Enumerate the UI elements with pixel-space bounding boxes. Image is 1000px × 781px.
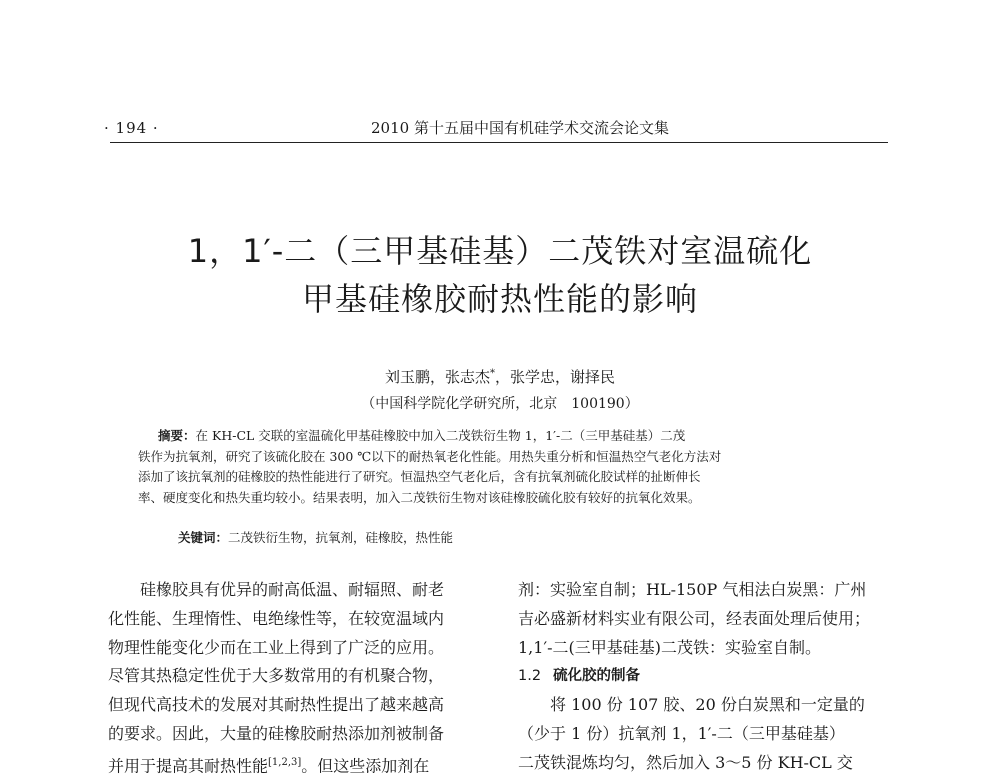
abstract-line: 摘要：在 KH-CL 交联的室温硫化甲基硅橡胶中加入二茂铁衍生物 1，1′-二（三甲基硅基）二茂 bbox=[158, 428, 686, 443]
body-right-column bbox=[518, 576, 893, 778]
abstract-line: 率、硬度变化和热失重均较小。结果表明，加入二茂铁衍生物对该硅橡胶硫化胶有较好的抗氧化效果。 bbox=[138, 489, 701, 505]
abstract bbox=[138, 426, 848, 508]
header-rule bbox=[110, 142, 888, 143]
affiliation: （中国科学院化学研究所，北京 100190） bbox=[361, 396, 639, 412]
corresponding-mark: * bbox=[490, 368, 495, 379]
keywords bbox=[178, 528, 453, 546]
body-line: 的要求。因此，大量的硅橡胶耐热添加剂被制备 bbox=[108, 723, 445, 743]
author-2: 张志杰 bbox=[444, 368, 490, 386]
body-left-column bbox=[108, 576, 498, 781]
body-line: 尽管其热稳定性优于大多数常用的有机聚合物， bbox=[108, 666, 445, 686]
body-line: 二茂铁混炼均匀，然后加入 3～5 份 KH-CL 交 bbox=[518, 752, 853, 772]
body-line: 硅橡胶具有优异的耐高低温、耐辐照、耐老 bbox=[140, 580, 445, 599]
body-line: 将 100 份 107 胶、20 份白炭黑和一定量的 bbox=[550, 695, 865, 715]
authors bbox=[100, 366, 900, 387]
paper-title-line-2: 甲基硅橡胶耐热性能的影响 bbox=[301, 280, 698, 318]
author-3-4: ，张学忠，谢择民 bbox=[495, 368, 616, 386]
body-line: 剂：实验室自制；HL-150P 气相法白炭黑：广州 bbox=[518, 580, 867, 599]
abstract-line: 添加了该抗氧剂的硅橡胶的热性能进行了研究。恒温热空气老化后，含有抗氧剂硫化胶试样的扯断伸长 bbox=[138, 469, 701, 484]
body-line: 但现代高技术的发展对其耐热性提出了越来越高 bbox=[108, 695, 445, 715]
body-line: 并用于提高其耐热性能[1,2,3]。但这些添加剂在 bbox=[108, 756, 430, 776]
body-line: 物理性能变化少而在工业上得到了广泛的应用。 bbox=[108, 637, 445, 657]
abstract-line: 铁作为抗氧剂，研究了该硫化胶在 300 ℃以下的耐热氧老化性能。用热失重分析和恒温热空气老化方法对 bbox=[138, 448, 722, 464]
keywords-label: 关键词： bbox=[178, 530, 229, 545]
body-line: 化性能、生理惰性、电绝缘性等，在较宽温域内 bbox=[108, 608, 445, 628]
section-number: 1.2 bbox=[518, 668, 542, 685]
page-number: · 194 · bbox=[104, 119, 159, 137]
author-1: 刘玉鹏， bbox=[384, 368, 445, 386]
paper-title-line-1: 1，1′-二（三甲基硅基）二茂铁对室温硫化 bbox=[187, 232, 813, 270]
body-line: 吉必盛新材料实业有限公司，经表面处理后使用； bbox=[518, 608, 871, 628]
body-line: 1,1′-二(三甲基硅基)二茂铁：实验室自制。 bbox=[518, 637, 821, 657]
body-line: （少于 1 份）抗氧剂 1，1′-二（三甲基硅基） bbox=[518, 723, 845, 743]
section-title: 硫化胶的制备 bbox=[553, 668, 641, 685]
running-title: 2010 第十五届中国有机硅学术交流会论文集 bbox=[371, 119, 669, 137]
citation-ref: [1,2,3] bbox=[268, 756, 302, 768]
abstract-label: 摘要： bbox=[158, 428, 196, 443]
keywords-text: 二茂铁衍生物，抗氧剂，硅橡胶，热性能 bbox=[228, 530, 454, 545]
section-heading bbox=[518, 662, 893, 691]
